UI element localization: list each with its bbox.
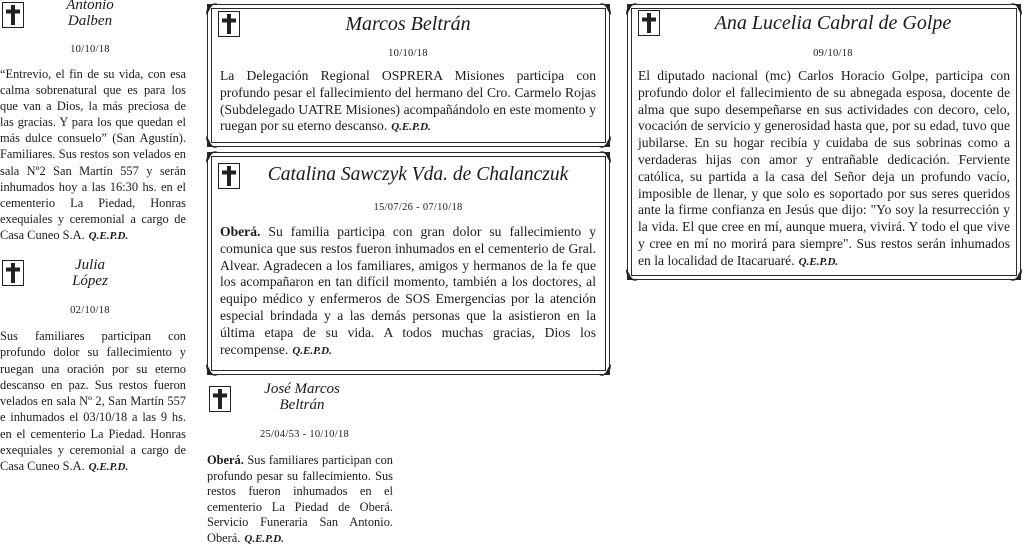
notice-text: Oberá. Su familia participa con gran dolor su fallecimiento y comunica que sus restos fueron inhumados en el cementerio de Gral. Alvear. Agradecen a los familiares, amigos y hermanos de la fe que los acompañaron en tan difícil momento, también a los doctores, al equipo médico y enfermeros de SOS Emergencias por la atención especial brindada y a las demás personas que la asistieron en la última etapa de su vida. A todos muchas gracias, Dios los recompense. Q.E.P.D. [220,224,596,357]
deceased-name: Marcos Beltrán [345,13,471,35]
notice-date: 15/07/26 - 07/10/18 [373,202,463,213]
qepd-label: Q.E.P.D. [798,255,839,268]
notice-date: 25/04/53 - 10/10/18 [259,429,350,440]
cross-icon [638,10,660,36]
notice-date: 10/10/18 [388,48,428,59]
ornament-corner-icon [598,150,612,164]
notice-text: El diputado nacional (mc) Carlos Horacio Golpe, participa con profundo dolor el fallecimiento de su abnegada esposa, docente de alma que supo desempeñarse en sus actividades con decoro, celo, vocación de servicio y generosidad hasta que, por su edad, tuvo que jubilarse. En su hogar recibía y cuidaba de sus sobrinas como a verdaderas hijas con amor y entrañable dedicación. Ferviente católica, su partida a la casa del Señor deja un profundo vacío, imposible de llenar, y que solo es soportado por sus seres queridos ante la firme confianza en Jesús que dijo: "Yo soy la resurrección y la vida. El que cree en mí, aunque muera, vivirá. Y todo el que vive y cree en mí no morirá para siempre". Sus restos serán inhumados en la localidad de Itacaruaré. Q.E.P.D. [638,68,1010,268]
deceased-name: Antonio Dalben [66,0,114,29]
ornament-corner-icon [598,363,612,377]
notice-text: “Entrevio, el fin de su vida, con esa calma sobrenatural que es para los que van a Dios, la más preciosa de las gracias. Y para los que quedan el más dulce consuelo” (San Agustín). Familiares. Sus restos son velados en sala Nº2 San Martín 557 y serán inhumados hoy a las 16:30 hs. en el cementerio La Piedad, Honras exequiales y ceremonial a cargo de Casa Cuneo S.A. Q.E.P.D. [0,67,186,242]
ornament-corner-icon [205,135,219,149]
location-lead: Oberá. [220,224,261,239]
ornament-corner-icon [205,150,219,164]
cross-icon [2,2,24,28]
deceased-name: Ana Lucelia Cabral de Golpe [714,12,952,34]
qepd-label: Q.E.P.D. [244,532,284,545]
obituary-julia-lopez [0,257,188,474]
cross-icon [218,163,240,189]
ornament-corner-icon [598,135,612,149]
obituary-catalina-sawczyk [207,152,610,375]
location-lead: Oberá. [207,453,244,467]
cross-icon [218,11,240,37]
obituary-marcos-beltran [207,4,610,147]
notice-text: Oberá. Sus familiares participan con profundo pesar su fallecimiento. Sus restos fueron inhumados en el cementerio La Piedad de Oberá. Servicio Funeraria San Antonio. Oberá. Q.E.P.D. [207,453,393,545]
deceased-name: José Marcos Beltrán [264,381,340,413]
obituary-antonio-dalben [0,0,188,255]
obituary-ana-lucelia-cabral [627,4,1021,280]
ornament-corner-icon [205,2,219,16]
qepd-label: Q.E.P.D. [88,461,129,474]
obituary-jose-marcos-beltran [207,380,402,546]
deceased-name: Julia López [72,257,108,289]
ornament-corner-icon [625,2,639,16]
ornament-corner-icon [205,363,219,377]
cross-icon [2,260,24,286]
ornament-corner-icon [1009,2,1023,16]
ornament-corner-icon [1009,268,1023,282]
notice-text: Sus familiares participan con profundo dolor su fallecimiento y ruegan una oración por su eterno descanso en paz. Sus restos fueron velados en sala Nº 2, San Martín 557 e inhumados el 03/10/18 a las 9 hs. en el cementerio La Piedad. Honras exequiales y ceremonial a cargo de Casa Cuneo S.A. Q.E.P.D. [0,329,186,474]
qepd-label: Q.E.P.D. [391,121,431,134]
notice-date: 02/10/18 [70,305,110,316]
ornament-corner-icon [598,2,612,16]
ornament-corner-icon [625,268,639,282]
qepd-label: Q.E.P.D. [292,344,332,357]
cross-icon [209,386,231,412]
notice-date: 10/10/18 [70,44,110,55]
deceased-name: Catalina Sawczyk Vda. de Chalanczuk [267,164,569,185]
qepd-label: Q.E.P.D. [88,229,129,242]
notice-date: 09/10/18 [813,48,853,59]
notice-text: La Delegación Regional OSPRERA Misiones participa con profundo pesar el fallecimiento del hermano del Cro. Carmelo Rojas (Subdelegado UATRE Misiones) acompañándolo en este momento y ruegan por su eterno descanso. Q.E.P.D. [220,68,596,134]
